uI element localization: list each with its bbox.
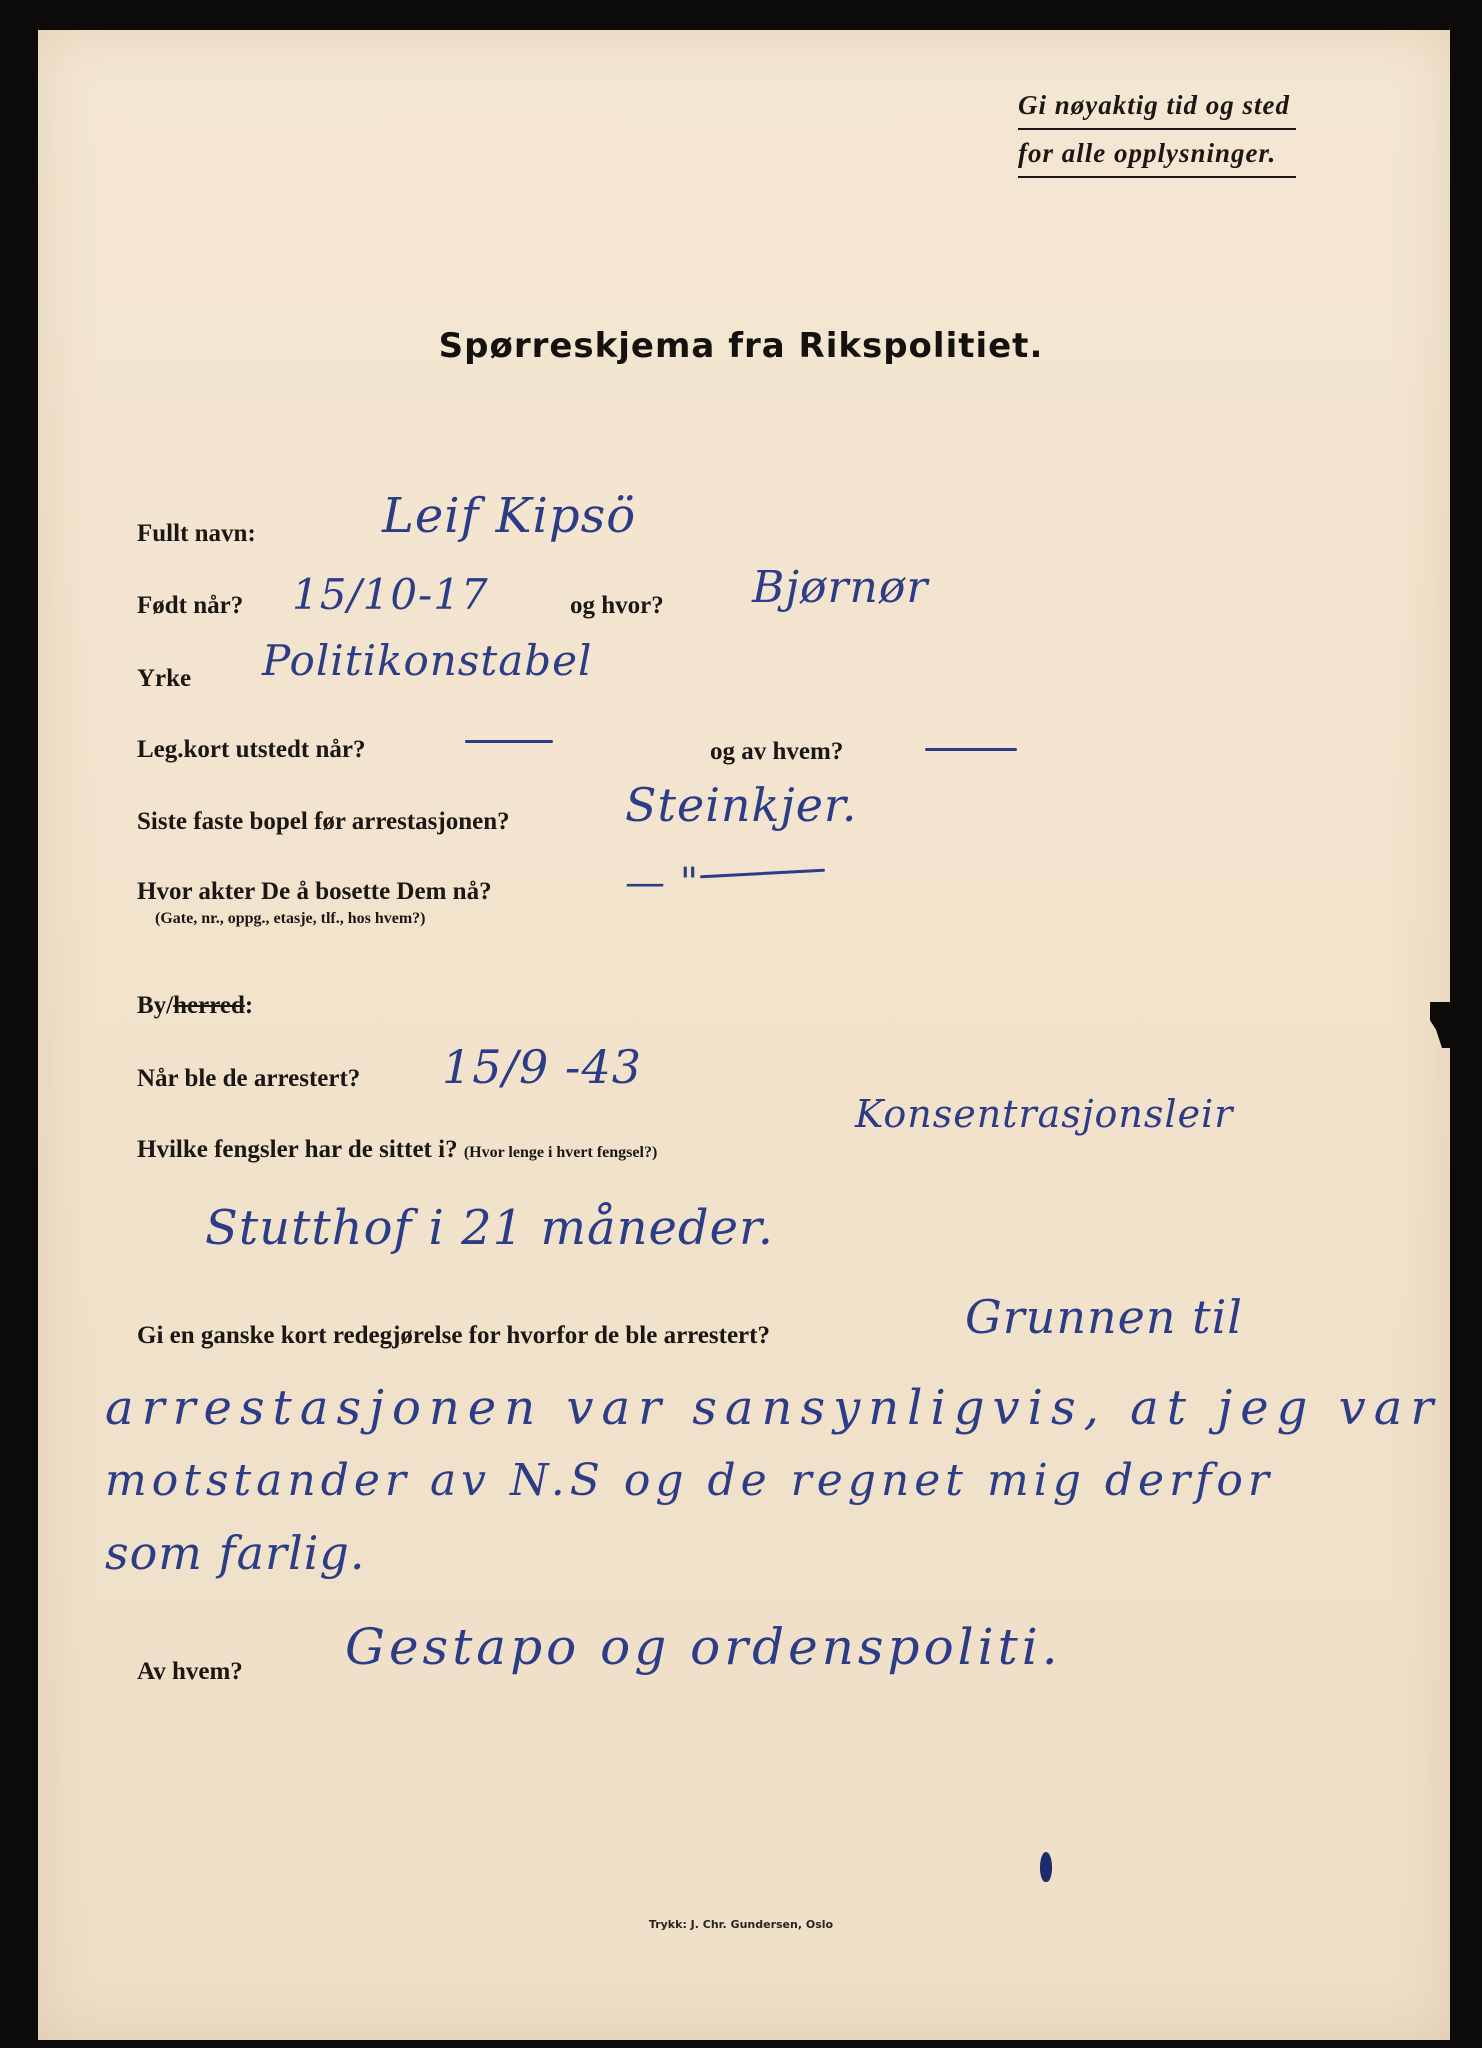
last-address-value: Steinkjer. xyxy=(625,778,858,832)
city-label-end: : xyxy=(244,992,254,1019)
idcard-by-dash xyxy=(925,748,1017,751)
instruction-line-1: Gi nøyaktig tid og sted xyxy=(1018,82,1296,130)
name-label: Fullt navn: xyxy=(137,520,256,547)
settle-label: Hvor akter De å bosette Dem nå? xyxy=(137,878,492,905)
ink-blot xyxy=(1040,1852,1052,1882)
born-where-label: og hvor? xyxy=(570,592,664,619)
name-value: Leif Kipsö xyxy=(382,488,637,544)
prisons-sublabel: (Hvor lenge i hvert fengsel?) xyxy=(463,1144,658,1161)
instruction-box xyxy=(1018,82,1296,178)
idcard-label: Leg.kort utstedt når? xyxy=(137,736,366,763)
prisons-value-1: Konsentrasjonsleir xyxy=(855,1092,1234,1136)
reason-value-4: som farlig. xyxy=(105,1526,366,1580)
reason-label: Gi en ganske kort redegjørelse for hvorfor de ble arrestert? xyxy=(137,1322,770,1349)
idcard-by-label: og av hvem? xyxy=(710,738,844,765)
settle-value: — " xyxy=(625,860,700,906)
occupation-value: Politikonstabel xyxy=(262,636,593,685)
idcard-date-dash xyxy=(465,740,553,743)
reason-value-3: motstander av N.S og de regnet mig derfor xyxy=(105,1455,1274,1506)
occupation-label: Yrke xyxy=(137,665,192,692)
arrested-when-label: Når ble de arrestert? xyxy=(137,1065,361,1092)
born-label: Født når? xyxy=(137,592,244,619)
reason-value-1: Grunnen til xyxy=(965,1290,1243,1344)
last-address-label: Siste faste bopel før arrestasjonen? xyxy=(137,808,510,835)
born-where-value: Bjørnør xyxy=(752,562,929,613)
instruction-line-2: for alle opplysninger. xyxy=(1018,130,1296,178)
form-title: Spørreskjema fra Rikspolitiet. xyxy=(438,326,1044,366)
by-whom-value: Gestapo og ordenspoliti. xyxy=(345,1618,1062,1676)
by-whom-label: Av hvem? xyxy=(137,1658,243,1685)
city-label-struck: herred xyxy=(173,992,245,1019)
prisons-label-main: Hvilke fengsler har de sittet i? xyxy=(137,1136,458,1163)
arrested-when-value: 15/9 -43 xyxy=(442,1040,642,1094)
city-label xyxy=(137,992,253,1020)
prisons-value-2: Stutthof i 21 måneder. xyxy=(205,1200,774,1256)
reason-value-2: arrestasjonen var sansynligvis, at jeg var xyxy=(105,1380,1442,1436)
printer-credit: Trykk: J. Chr. Gundersen, Oslo xyxy=(648,1918,834,1931)
prisons-label xyxy=(137,1136,657,1164)
settle-sublabel: (Gate, nr., oppg., etasje, tlf., hos hvem?) xyxy=(155,910,426,927)
born-date-value: 15/10-17 xyxy=(292,570,489,619)
city-label-by: By/ xyxy=(137,992,174,1019)
